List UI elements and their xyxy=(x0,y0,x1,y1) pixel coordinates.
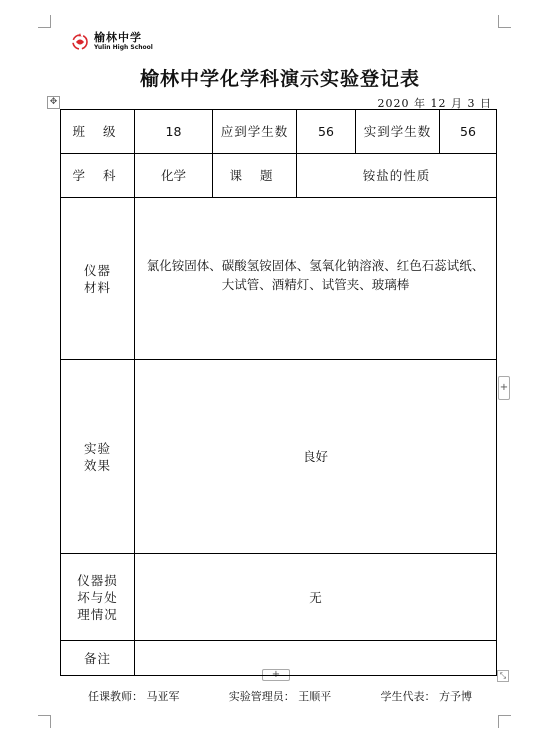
add-row-button[interactable]: + xyxy=(262,669,290,681)
damage-label xyxy=(61,554,135,641)
damage-value[interactable]: 无 xyxy=(135,554,497,641)
table-row-remarks xyxy=(61,641,497,676)
damage-label-line3: 理情况 xyxy=(77,606,118,622)
class-value[interactable]: 18 xyxy=(135,110,213,154)
topic-value[interactable]: 铵盐的性质 xyxy=(297,154,497,198)
table-row-class xyxy=(61,110,497,154)
page-crop-mark-top-left xyxy=(38,15,51,28)
page-crop-mark-top-right xyxy=(498,15,511,28)
table-row-subject xyxy=(61,154,497,198)
topic-label: 课 题 xyxy=(213,154,297,198)
subject-label: 学 科 xyxy=(61,154,135,198)
subject-value[interactable]: 化学 xyxy=(135,154,213,198)
table-row-damage xyxy=(61,554,497,641)
damage-label-line1: 仪器损 xyxy=(77,572,118,588)
class-label: 班 级 xyxy=(61,110,135,154)
school-name-en: Yulin High School xyxy=(94,43,153,51)
effect-value[interactable]: 良好 xyxy=(135,360,497,554)
actual-students-label: 实到学生数 xyxy=(356,110,440,154)
materials-label-line1: 仪器 xyxy=(83,262,111,278)
effect-label xyxy=(61,360,135,554)
table-move-handle-icon[interactable]: ✥ xyxy=(47,96,60,109)
materials-label-line2: 材料 xyxy=(83,279,111,295)
table-row-materials xyxy=(61,198,497,360)
expected-students-label: 应到学生数 xyxy=(213,110,297,154)
signature-footer xyxy=(60,688,500,704)
effect-label-line1: 实验 xyxy=(83,440,111,456)
school-emblem-icon xyxy=(70,31,90,51)
record-date: 2020 年 12 月 3 日 xyxy=(377,97,492,110)
materials-value[interactable]: 氯化铵固体、碳酸氢铵固体、氢氧化钠溶液、红色石蕊试纸、大试管、酒精灯、试管夹、玻璃棒 xyxy=(135,198,497,360)
effect-label-line2: 效果 xyxy=(83,457,111,473)
damage-label-line2: 坏与处 xyxy=(77,589,118,605)
document-title: 榆林中学化学科演示实验登记表 xyxy=(139,68,420,90)
table-row-effect xyxy=(61,360,497,554)
page-crop-mark-bottom-left xyxy=(38,715,51,728)
teacher-signature: 任课教师： 马亚军 xyxy=(88,690,180,703)
materials-label xyxy=(61,198,135,360)
school-logo xyxy=(70,30,153,52)
school-name-cn: 榆林中学 xyxy=(94,30,142,44)
manager-signature: 实验管理员： 王顺平 xyxy=(228,690,332,703)
expected-students-value[interactable]: 56 xyxy=(297,110,356,154)
table-resize-handle-icon[interactable]: ⤡ xyxy=(497,670,509,682)
remarks-label: 备注 xyxy=(61,641,135,676)
student-rep-signature: 学生代表： 方予博 xyxy=(380,690,472,703)
experiment-record-table xyxy=(60,109,497,676)
page-crop-mark-bottom-right xyxy=(498,715,511,728)
remarks-value[interactable] xyxy=(135,641,497,676)
actual-students-value[interactable]: 56 xyxy=(440,110,497,154)
add-column-button[interactable]: + xyxy=(498,376,510,400)
